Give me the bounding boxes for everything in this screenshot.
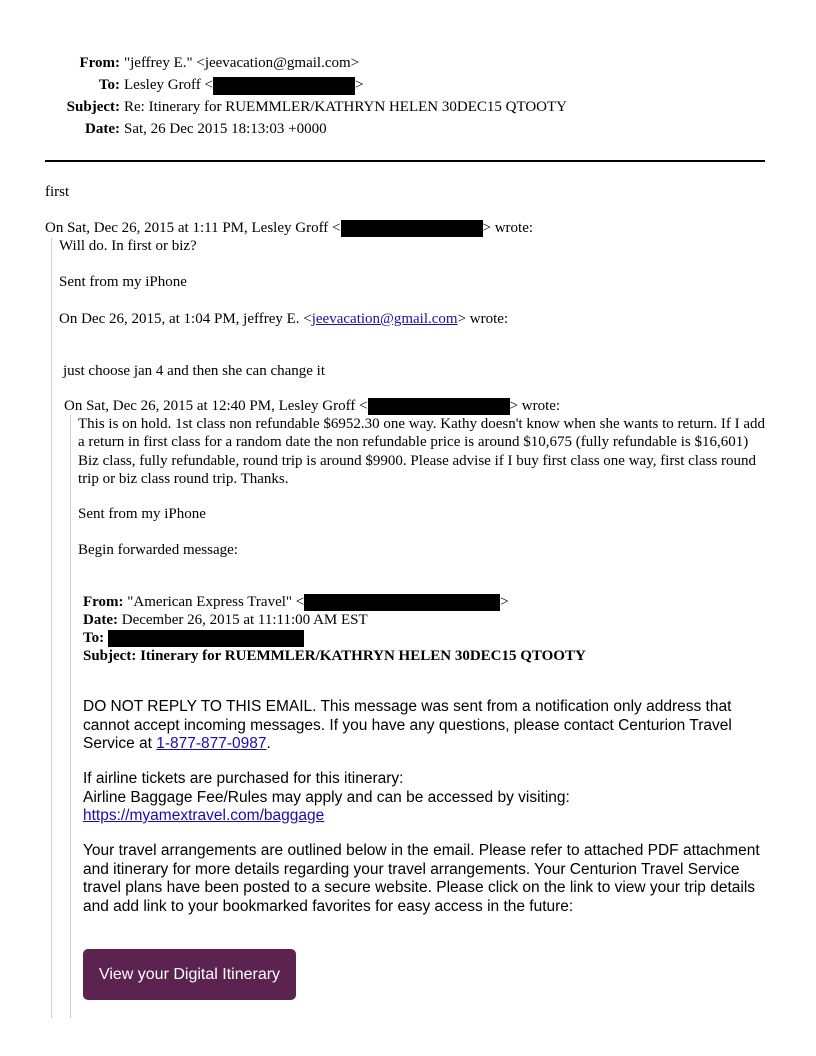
fwd-from-label: From: <box>83 594 124 610</box>
fwd-date-value: December 26, 2015 at 11:11:00 AM EST <box>121 612 368 628</box>
fwd-subject: Subject: Itinerary for RUEMMLER/KATHRYN HELEN 30DEC15 QTOOTY <box>83 648 586 664</box>
arrangements-paragraph: Your travel arrangements are outlined below in the email. Please refer to attached PDF attachment and itinerary for more details regarding your travel arrangements. Your Centurion Travel Service travel plans have been posted to a secure website. Please click on the link to view your trip details and add link to your bookmarked favorites for easy access in the future: <box>83 842 760 915</box>
quote3-intro <box>64 397 560 415</box>
header-subject-label: Subject: <box>66 99 120 115</box>
quote1-intro <box>45 219 533 237</box>
quote2-intro <box>59 310 508 328</box>
quote3-intro-post: > wrote: <box>509 398 561 414</box>
quote-bar-level1 <box>51 238 52 1018</box>
notice-text: DO NOT REPLY TO THIS EMAIL. This message was sent from a notification only address that cannot accept incoming messages. If you have any questions, please contact Centurion Travel Service at <box>83 698 732 752</box>
header-to-row <box>0 74 700 96</box>
airline-paragraph <box>83 770 773 826</box>
redaction-block <box>368 398 510 415</box>
header-divider <box>45 160 765 162</box>
header-from-row <box>0 52 700 74</box>
quote1-intro-post: > wrote: <box>482 220 534 236</box>
notice-paragraph <box>83 698 773 754</box>
quote1-line: Will do. In first or biz? <box>59 238 197 254</box>
quote2-line: just choose jan 4 and then she can change it <box>63 363 326 379</box>
quote1-intro-pre: On Sat, Dec 26, 2015 at 1:11 PM, Lesley Groff < <box>45 220 341 236</box>
quote3-paragraph: This is on hold. 1st class non refundable $6952.30 one way. Kathy doesn't know when she wants to return. If I add a return in first class for a random date the non refundable price is around $10,675 (fully refundable is $16,601) Biz class, fully refundable, round trip is around $9900. Please advise if I buy first class one way, first class round trip or biz class round trip. Thanks. <box>78 416 766 488</box>
forwarded-message-label: Begin forwarded message: <box>78 542 238 558</box>
quote-bar-level2 <box>70 415 71 1018</box>
airline-line-2: Airline Baggage Fee/Rules may apply and can be accessed by visiting: <box>83 788 570 806</box>
view-digital-itinerary-button[interactable]: View your Digital Itinerary <box>83 949 296 1000</box>
redaction-block <box>108 630 304 647</box>
fwd-to-label: To: <box>83 630 105 646</box>
header-subject-value: Re: Itinerary for RUEMMLER/KATHRYN HELEN 30DEC15 QTOOTY <box>124 99 568 115</box>
fwd-from-close: > <box>500 594 509 610</box>
quote1-sent-from: Sent from my iPhone <box>59 274 187 290</box>
header-date-label: Date: <box>85 121 120 137</box>
fwd-from-row <box>83 593 509 611</box>
redaction-block <box>213 77 355 95</box>
redaction-block <box>341 220 483 237</box>
header-to-close: > <box>355 77 364 93</box>
quote2-intro-post: > wrote: <box>457 311 509 327</box>
fwd-date-row <box>83 611 368 629</box>
header-subject-row <box>0 96 700 118</box>
phone-link[interactable]: 1-877-877-0987 <box>156 735 267 752</box>
fwd-from-value: "American Express Travel" < <box>127 594 305 610</box>
header-to-name: Lesley Groff < <box>124 77 213 93</box>
header-date-value: Sat, 26 Dec 2015 18:13:03 +0000 <box>124 121 327 137</box>
fwd-to-row <box>83 629 304 647</box>
reply-text: first <box>45 184 70 200</box>
header-from-value: "jeffrey E." <jeevacation@gmail.com> <box>124 55 360 71</box>
header-to-label: To: <box>98 77 120 93</box>
quote3-sent-from: Sent from my iPhone <box>78 506 206 522</box>
header-date-row <box>0 118 700 140</box>
baggage-link[interactable]: https://myamextravel.com/baggage <box>83 807 325 824</box>
quote2-intro-pre: On Dec 26, 2015, at 1:04 PM, jeffrey E. < <box>59 311 312 327</box>
quote3-intro-pre: On Sat, Dec 26, 2015 at 12:40 PM, Lesley Groff < <box>64 398 368 414</box>
redaction-block <box>304 594 500 611</box>
notice-post: . <box>266 735 271 752</box>
airline-line-1: If airline tickets are purchased for this itinerary: <box>83 770 404 787</box>
email-link[interactable]: jeevacation@gmail.com <box>311 311 458 327</box>
header-from-label: From: <box>79 55 120 71</box>
fwd-date-label: Date: <box>83 612 118 628</box>
